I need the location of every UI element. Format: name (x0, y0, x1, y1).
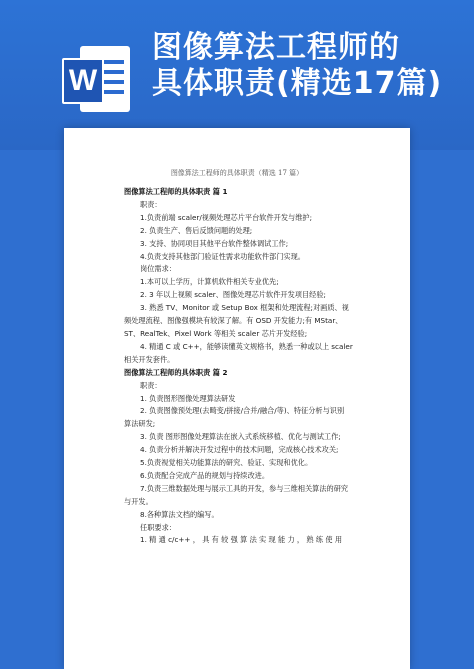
duty-item: 3. 负责 图形图像处理算法在嵌入式系统移植、优化与测试工作; (140, 432, 341, 442)
requirement-item: 1. 精 通 c/c++ ， 具 有 较 强 算 法 实 现 能 力 ， 熟 练 使 用 (140, 535, 343, 545)
title-line-1: 图像算法工程师的 (152, 30, 400, 65)
duty-item: 算法研发; (124, 419, 156, 429)
title-line-2: 具体职责(精选17篇) (152, 66, 443, 101)
duty-item: 7.负责三维数据处理与展示工具的开发，参与三维相关算法的研究 (140, 483, 349, 493)
duty-item: 8.各种算法文档的编写。 (140, 509, 219, 519)
word-logo-tile: W (62, 58, 104, 104)
section-heading: 图像算法工程师的具体职责 篇 1 (124, 187, 228, 196)
duties-label: 职责： (140, 199, 162, 209)
text-line (102, 90, 124, 94)
duty-item: 1.负责前端 scaler/视频处理芯片平台软件开发与维护; (140, 212, 313, 222)
word-document-icon (62, 46, 130, 112)
requirement-item: 4. 精通 C 或 C++，能够读懂英文规格书，熟悉一种或以上 scaler (140, 341, 353, 351)
requirements-label: 岗位需求： (140, 264, 176, 274)
section-heading: 图像算法工程师的具体职责 篇 2 (124, 367, 228, 377)
duty-item: 4. 负责分析并解决开发过程中的技术问题，完成核心技术攻关; (140, 445, 339, 455)
duties-label: 职责： (140, 380, 162, 390)
document-header: 图像算法工程师的具体职责（精选 17 篇） (170, 169, 304, 177)
document-page (64, 128, 410, 669)
duty-item: 3. 支持、协同项目其他平台软件整体调试工作; (140, 238, 289, 248)
duty-item: 1. 负责图形图像处理算法研发 (140, 393, 236, 403)
duty-item: 2. 负责生产、售后反馈问题的处理; (140, 225, 253, 235)
duty-item: 2. 负责图像预处理(去畸变/拼接/合并/融合/等)、特征分析与识别 (140, 406, 345, 416)
requirement-item: 频处理流程、图像强模块有较深了解。有 OSD 开发能力;有 MStar、 (124, 316, 343, 326)
requirement-item: ST、RealTek、Pixel Work 等相关 scaler 芯片开发经验; (124, 328, 308, 338)
document-body (124, 186, 370, 547)
requirement-item: 2. 3 年以上视频 scaler、图像处理芯片软件开发项目经验; (140, 290, 326, 300)
text-line (102, 80, 124, 84)
page-title (152, 30, 462, 102)
duty-item: 6.负责配合完成产品的规划与持续改进。 (140, 470, 270, 480)
requirement-item: 3. 熟悉 TV、Monitor 或 Setup Box 框架和处理流程;对画质、视 (140, 303, 349, 313)
duty-item: 与开发。 (124, 496, 153, 506)
requirements-label: 任职要求： (140, 522, 176, 532)
requirement-item: 相关开发套件。 (124, 354, 175, 364)
duty-item: 5.负责视觉相关功能算法的研究、验证、实现和优化。 (140, 458, 313, 468)
requirement-item: 1.本可以上学历，计算机软件相关专业优先; (140, 277, 279, 287)
text-line (102, 60, 124, 64)
duty-item: 4.负责支持其他部门验证性需求功能软件部门实现。 (140, 251, 305, 261)
text-line (102, 70, 124, 74)
